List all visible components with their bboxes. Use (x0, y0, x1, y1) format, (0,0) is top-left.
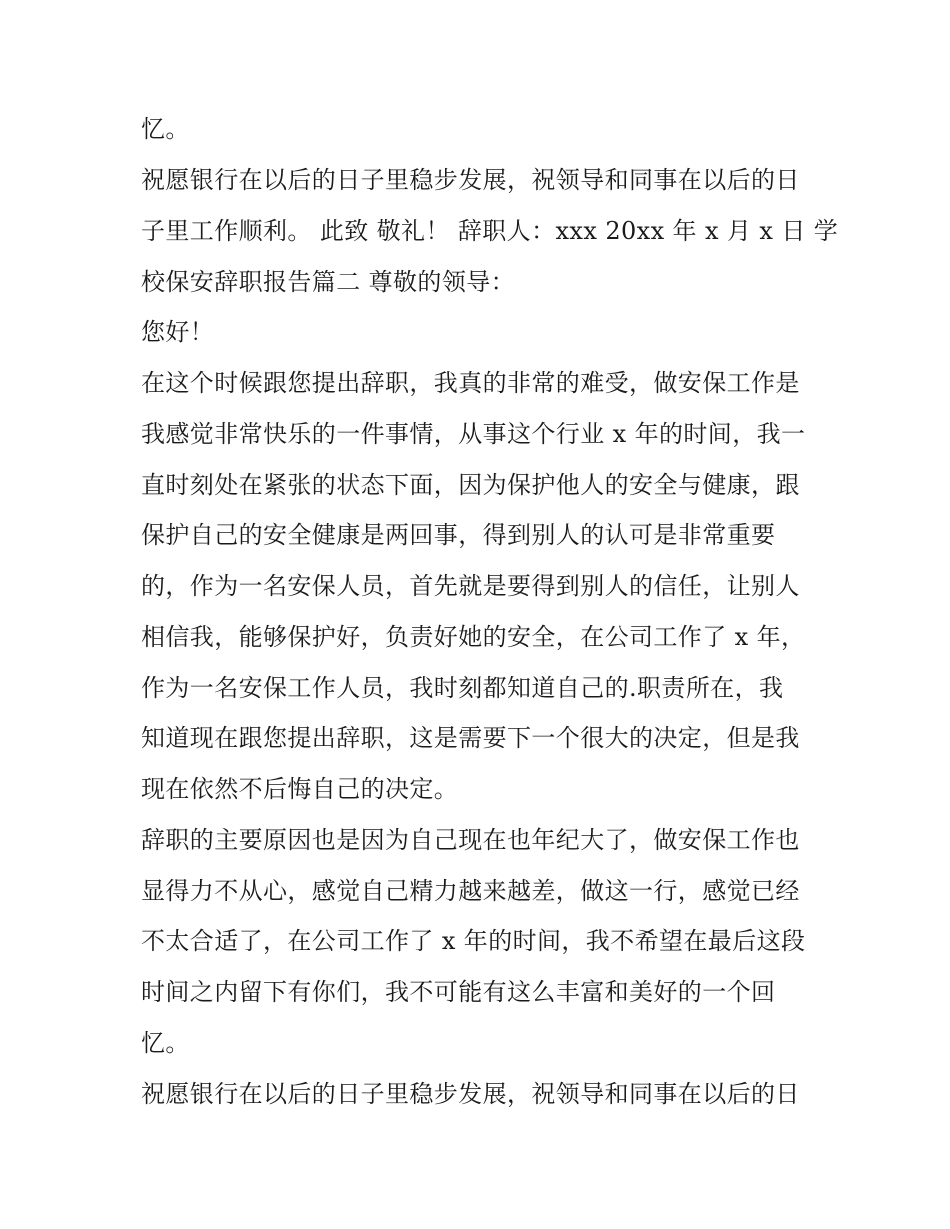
text-line: 忆。 (141, 1029, 190, 1057)
text-line: 显得力不从心，感觉自己精力越来越差，做这一行，感觉已经 (141, 877, 800, 905)
text-line: 您好！ (141, 318, 215, 346)
text-line: 时间之内留下有你们，我不可能有这么丰富和美好的一个回 (141, 978, 776, 1006)
text-line: 的，作为一名安保人员，首先就是要得到别人的信任，让别人 (141, 572, 800, 600)
text-line: 我感觉非常快乐的一件事情，从事这个行业 x 年的时间，我一 (141, 420, 806, 448)
text-line: 校保安辞职报告篇二 尊敬的领导： (141, 268, 516, 296)
text-line: 保护自己的安全健康是两回事，得到别人的认可是非常重要 (141, 521, 776, 549)
text-line: 相信我，能够保护好，负责好她的安全，在公司工作了 x 年， (141, 623, 806, 651)
text-line: 忆。 (141, 115, 190, 143)
text-line: 祝愿银行在以后的日子里稳步发展，祝领导和同事在以后的日 (141, 166, 800, 194)
text-line: 子里工作顺利。 此致 敬礼！ 辞职人：xxx 20xx 年 x 月 x 日 学 (141, 217, 839, 245)
text-line: 现在依然不后悔自己的决定。 (141, 775, 459, 803)
text-line: 知道现在跟您提出辞职，这是需要下一个很大的决定，但是我 (141, 724, 800, 752)
text-line: 祝愿银行在以后的日子里稳步发展，祝领导和同事在以后的日 (141, 1080, 800, 1108)
text-line: 在这个时候跟您提出辞职，我真的非常的难受，做安保工作是 (141, 369, 800, 397)
text-line: 直时刻处在紧张的状态下面，因为保护他人的安全与健康，跟 (141, 471, 800, 499)
text-line: 作为一名安保工作人员，我时刻都知道自己的.职责所在，我 (141, 674, 784, 702)
text-line: 不太合适了，在公司工作了 x 年的时间，我不希望在最后这段 (141, 927, 806, 955)
text-line: 辞职的主要原因也是因为自己现在也年纪大了，做安保工作也 (141, 826, 800, 854)
